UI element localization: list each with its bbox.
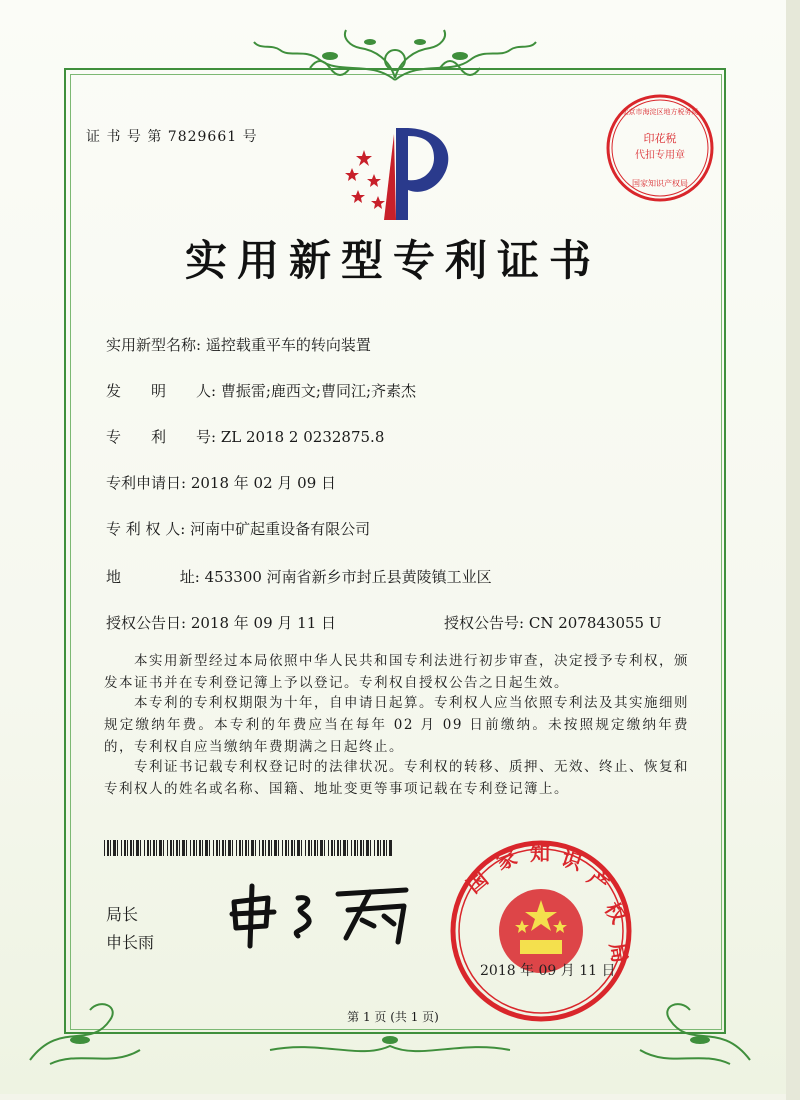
field-inventor-value: 曹振雷;鹿西文;曹同江;齐素杰	[220, 382, 417, 400]
field-patent-no-value: ZL 2018 2 0232875.8	[220, 428, 385, 446]
page-number: 第 1 页 (共 1 页)	[347, 1010, 439, 1024]
svg-text:印花税: 印花税	[643, 132, 677, 145]
svg-text:权: 权	[599, 897, 631, 928]
field-announce-no-label: 授权公告号:	[444, 614, 525, 632]
field-address-label-a: 地	[106, 568, 122, 586]
paragraph-3: 专利证书记载专利权登记时的法律状况。专利权的转移、质押、无效、终止、恢复和专利权人的姓名或名称、国籍、地址变更等事项记载在专利登记簿上。	[104, 759, 689, 797]
field-inventor-label: 发 明 人:	[106, 382, 217, 400]
field-patentee	[106, 518, 370, 539]
director-name: 申长雨	[106, 933, 155, 952]
barcode-icon	[104, 840, 394, 856]
svg-text:北京市海淀区地方税务局: 北京市海淀区地方税务局	[621, 108, 699, 116]
field-announce-date-value: 2018 年 09 月 11 日	[190, 614, 337, 632]
field-announce-date-label: 授权公告日:	[106, 614, 187, 632]
svg-text:局: 局	[605, 940, 633, 965]
field-inventor	[106, 380, 416, 401]
svg-text:识: 识	[558, 845, 585, 875]
certificate-number: 证 书 号 第 7829661 号	[86, 129, 258, 145]
paragraph-1: 本实用新型经过本局依照中华人民共和国专利法进行初步审查，决定授予专利权，颁发本证书并在专利登记簿上予以登记。专利权自授权公告之日起生效。	[104, 653, 689, 691]
cnipa-seal-icon	[446, 836, 636, 1026]
field-announce-no	[444, 612, 662, 633]
svg-text:产: 产	[582, 865, 614, 897]
tax-stamp-seal-icon	[604, 92, 716, 204]
field-name-value: 遥控载重平车的转向装置	[205, 336, 371, 354]
field-patent-no-label: 专 利 号:	[106, 428, 217, 446]
field-patent-no	[106, 426, 384, 447]
field-filing-date-label: 专利申请日:	[106, 474, 187, 492]
svg-text:国家知识产权局: 国家知识产权局	[632, 179, 688, 188]
director-title: 局长	[106, 905, 139, 924]
svg-text:知: 知	[530, 841, 550, 865]
field-address-label-b: 址:	[179, 568, 200, 586]
page-edge	[786, 0, 800, 1100]
certificate-title: 实用新型专利证书	[184, 236, 601, 285]
field-address-value: 453300 河南省新乡市封丘县黄陵镇工业区	[204, 568, 492, 586]
patent-office-logo-icon	[336, 124, 460, 224]
field-filing-date-value: 2018 年 02 月 09 日	[190, 474, 337, 492]
svg-text:家: 家	[492, 844, 521, 875]
field-address	[106, 566, 492, 587]
field-name-label: 实用新型名称:	[106, 336, 202, 354]
field-patentee-value: 河南中矿起重设备有限公司	[190, 520, 371, 538]
field-name	[106, 334, 371, 355]
svg-text:国: 国	[461, 866, 493, 898]
seal-date: 2018 年 09 月 11 日	[480, 963, 616, 979]
field-patentee-label: 专 利 权 人:	[106, 520, 186, 538]
field-announce-no-value: CN 207843055 U	[528, 614, 662, 632]
bottom-ornament-icon	[20, 990, 760, 1070]
svg-text:代扣专用章: 代扣专用章	[635, 150, 685, 161]
signature-image	[228, 880, 418, 950]
paragraph-2: 本专利的专利权期限为十年，自申请日起算。专利权人应当依照专利法及其实施细则规定缴纳年费。本专利的年费应当在每年 02 月 09 日前缴纳。未按照规定缴纳年费的，专利权自应当缴纳年费期满之日起终止。	[104, 695, 689, 755]
field-announce-date	[106, 612, 336, 633]
top-ornament-icon	[250, 20, 540, 90]
field-filing-date	[106, 472, 336, 493]
